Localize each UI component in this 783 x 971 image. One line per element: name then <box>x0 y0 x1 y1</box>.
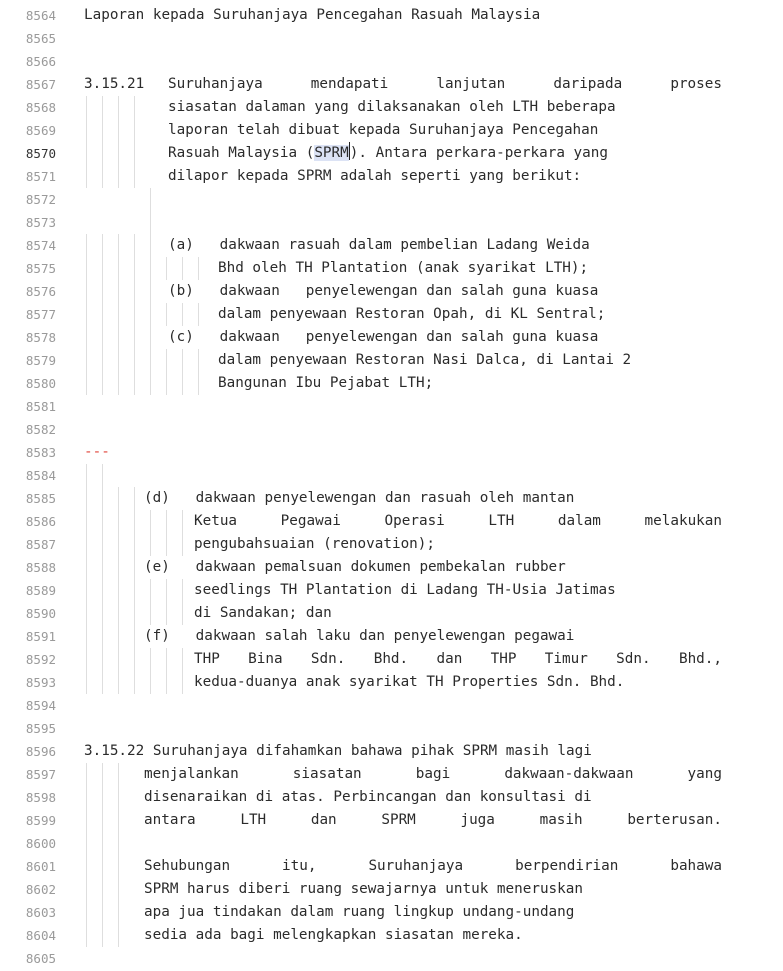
indent-guide <box>102 303 103 326</box>
indent-guide <box>118 96 119 119</box>
indent-guide <box>102 96 103 119</box>
line-number: 8593 <box>25 675 56 690</box>
line-number: 8603 <box>25 905 56 920</box>
indent-guide <box>86 625 87 648</box>
line-text: disenaraikan di atas. Perbincangan dan konsultasi di <box>144 789 592 805</box>
line-text: pengubahsuaian (renovation); <box>194 536 436 552</box>
line-text-before: Rasuah Malaysia ( <box>168 145 315 161</box>
indent-guide <box>86 280 87 303</box>
line-number: 8602 <box>25 882 56 897</box>
indent-guide <box>150 533 151 556</box>
editor-line[interactable] <box>0 441 783 464</box>
line-number: 8571 <box>25 169 56 184</box>
indent-guide <box>166 648 167 671</box>
editor-line[interactable] <box>0 717 783 740</box>
line-text: (b) dakwaan penyelewengan dan salah guna kuasa <box>168 283 599 299</box>
line-text: Ketua Pegawai Operasi LTH dalam melakukan <box>194 513 722 529</box>
indent-guide <box>118 533 119 556</box>
line-text: (c) dakwaan penyelewengan dan salah guna kuasa <box>168 329 599 345</box>
line-number: 8590 <box>25 606 56 621</box>
indent-guide <box>86 671 87 694</box>
indent-guide <box>182 671 183 694</box>
line-text: sedia ada bagi melengkapkan siasatan mereka. <box>144 927 523 943</box>
line-text: di Sandakan; dan <box>194 605 332 621</box>
indent-guide <box>86 533 87 556</box>
line-number: 8597 <box>25 767 56 782</box>
indent-guide <box>134 119 135 142</box>
line-number: 8595 <box>25 721 56 736</box>
indent-guide <box>102 165 103 188</box>
line-number: 8591 <box>25 629 56 644</box>
indent-guide <box>166 510 167 533</box>
indent-guide <box>134 142 135 165</box>
indent-guide <box>182 579 183 602</box>
line-number: 8605 <box>25 951 56 966</box>
editor-line[interactable] <box>0 901 783 924</box>
indent-guide <box>134 648 135 671</box>
indent-guide <box>86 579 87 602</box>
indent-guide <box>86 326 87 349</box>
editor-line[interactable] <box>0 579 783 602</box>
indent-guide <box>86 786 87 809</box>
editor-line[interactable] <box>0 625 783 648</box>
indent-guide <box>118 165 119 188</box>
indent-guide <box>102 901 103 924</box>
line-number: 8583 <box>25 445 56 460</box>
line-number: 8572 <box>25 192 56 207</box>
indent-guide <box>86 372 87 395</box>
indent-guide <box>102 832 103 855</box>
indent-guide <box>166 671 167 694</box>
indent-guide <box>118 326 119 349</box>
indent-guide <box>102 234 103 257</box>
indent-guide <box>102 556 103 579</box>
editor-line[interactable] <box>0 602 783 625</box>
line-text: Bhd oleh TH Plantation (anak syarikat LTH); <box>218 260 589 276</box>
editor-line[interactable] <box>0 142 783 165</box>
line-number: 8581 <box>25 399 56 414</box>
indent-guide <box>134 303 135 326</box>
indent-guide <box>86 832 87 855</box>
indent-guide <box>118 786 119 809</box>
indent-guide <box>86 349 87 372</box>
line-number: 8574 <box>25 238 56 253</box>
line-text <box>168 142 608 165</box>
indent-guide <box>102 487 103 510</box>
indent-guide <box>102 809 103 832</box>
indent-guide <box>86 257 87 280</box>
indent-guide <box>102 142 103 165</box>
separator-marker: --- <box>84 444 110 460</box>
indent-guide <box>198 372 199 395</box>
line-number: 8566 <box>25 54 56 69</box>
indent-guide <box>182 257 183 280</box>
indent-guide <box>118 579 119 602</box>
editor-line[interactable] <box>0 832 783 855</box>
indent-guide <box>118 372 119 395</box>
indent-guide <box>134 625 135 648</box>
indent-guide <box>150 349 151 372</box>
editor-line[interactable] <box>0 694 783 717</box>
editor-line[interactable] <box>0 418 783 441</box>
line-number: 8564 <box>25 8 56 23</box>
editor-line[interactable] <box>0 27 783 50</box>
indent-guide <box>86 809 87 832</box>
indent-guide <box>118 142 119 165</box>
indent-guide <box>102 625 103 648</box>
indent-guide <box>86 464 87 487</box>
indent-guide <box>166 349 167 372</box>
editor-line[interactable] <box>0 809 783 832</box>
indent-guide <box>198 257 199 280</box>
indent-guide <box>150 579 151 602</box>
indent-guide <box>166 602 167 625</box>
line-text: apa jua tindakan dalam ruang lingkup undang-undang <box>144 904 575 920</box>
editor-line[interactable] <box>0 533 783 556</box>
indent-guide <box>86 510 87 533</box>
indent-guide <box>118 648 119 671</box>
indent-guide <box>86 648 87 671</box>
indent-guide <box>182 510 183 533</box>
line-number: 8584 <box>25 468 56 483</box>
indent-guide <box>182 648 183 671</box>
indent-guide <box>118 280 119 303</box>
indent-guide <box>86 602 87 625</box>
indent-guide <box>198 303 199 326</box>
indent-guide <box>166 372 167 395</box>
indent-guide <box>86 763 87 786</box>
line-text: dalam penyewaan Restoran Nasi Dalca, di Lantai 2 <box>218 352 632 368</box>
line-text: (f) dakwaan salah laku dan penyelewengan pegawai <box>144 628 575 644</box>
indent-guide <box>102 257 103 280</box>
editor-line[interactable] <box>0 326 783 349</box>
line-text: Laporan kepada Suruhanjaya Pencegahan Rasuah Malaysia <box>84 7 541 23</box>
editor-line[interactable] <box>0 648 783 671</box>
line-number: 8594 <box>25 698 56 713</box>
indent-guide <box>86 924 87 947</box>
indent-guide <box>118 625 119 648</box>
line-text: antara LTH dan SPRM juga masih berterusan. <box>144 812 722 828</box>
indent-guide <box>86 165 87 188</box>
line-number: 8604 <box>25 928 56 943</box>
indent-guide <box>150 257 151 280</box>
editor-line[interactable] <box>0 188 783 211</box>
indent-guide <box>102 602 103 625</box>
editor-line[interactable] <box>0 924 783 947</box>
indent-guide <box>118 556 119 579</box>
line-text: Bangunan Ibu Pejabat LTH; <box>218 375 434 391</box>
indent-guide <box>86 96 87 119</box>
editor-line[interactable] <box>0 73 783 96</box>
indent-guide <box>134 579 135 602</box>
line-text: (a) dakwaan rasuah dalam pembelian Ladang Weida <box>168 237 590 253</box>
line-number: 8587 <box>25 537 56 552</box>
line-number: 8575 <box>25 261 56 276</box>
editor-line[interactable] <box>0 96 783 119</box>
indent-guide <box>134 280 135 303</box>
indent-guide <box>118 878 119 901</box>
indent-guide <box>150 602 151 625</box>
indent-guide <box>86 878 87 901</box>
indent-guide <box>166 533 167 556</box>
indent-guide <box>166 303 167 326</box>
indent-guide <box>118 349 119 372</box>
indent-guide <box>118 671 119 694</box>
line-number: 8569 <box>25 123 56 138</box>
indent-guide <box>134 671 135 694</box>
indent-guide <box>150 671 151 694</box>
indent-guide <box>86 119 87 142</box>
line-number: 8585 <box>25 491 56 506</box>
line-text: siasatan dalaman yang dilaksanakan oleh LTH beberapa <box>168 99 616 115</box>
editor-line[interactable] <box>0 671 783 694</box>
indent-guide <box>150 510 151 533</box>
indent-guide <box>102 372 103 395</box>
line-text: dilapor kepada SPRM adalah seperti yang berikut: <box>168 168 582 184</box>
indent-guide <box>150 372 151 395</box>
line-number: 8565 <box>25 31 56 46</box>
indent-guide <box>86 901 87 924</box>
indent-guide <box>134 257 135 280</box>
indent-guide <box>86 487 87 510</box>
line-number: 8599 <box>25 813 56 828</box>
line-number: 8588 <box>25 560 56 575</box>
editor-line[interactable] <box>0 165 783 188</box>
editor-line[interactable] <box>0 855 783 878</box>
indent-guide <box>134 234 135 257</box>
line-number: 8573 <box>25 215 56 230</box>
editor-line[interactable] <box>0 947 783 970</box>
indent-guide <box>118 257 119 280</box>
indent-guide <box>182 372 183 395</box>
indent-guide <box>134 326 135 349</box>
indent-guide <box>150 234 151 257</box>
line-text-after: ). Antara perkara-perkara yang <box>349 145 608 161</box>
indent-guide <box>118 924 119 947</box>
indent-guide <box>150 648 151 671</box>
line-number: 8592 <box>25 652 56 667</box>
editor-line[interactable] <box>0 234 783 257</box>
indent-guide <box>102 280 103 303</box>
indent-guide <box>134 372 135 395</box>
indent-guide <box>102 878 103 901</box>
indent-guide <box>118 487 119 510</box>
indent-guide <box>102 533 103 556</box>
indent-guide <box>102 786 103 809</box>
indent-guide <box>134 556 135 579</box>
editor-line[interactable] <box>0 50 783 73</box>
indent-guide <box>134 602 135 625</box>
line-number: 8578 <box>25 330 56 345</box>
indent-guide <box>102 510 103 533</box>
line-number: 8568 <box>25 100 56 115</box>
indent-guide <box>118 855 119 878</box>
line-number: 8582 <box>25 422 56 437</box>
indent-guide <box>150 280 151 303</box>
indent-guide <box>198 349 199 372</box>
section-number: 3.15.21 <box>84 76 145 92</box>
line-text: menjalankan siasatan bagi dakwaan-dakwaan yang <box>144 766 722 782</box>
indent-guide <box>134 165 135 188</box>
indent-guide <box>86 303 87 326</box>
line-text: dalam penyewaan Restoran Opah, di KL Sentral; <box>218 306 606 322</box>
line-text: Sehubungan itu, Suruhanjaya berpendirian bahawa <box>144 858 722 874</box>
line-text: laporan telah dibuat kepada Suruhanjaya Pencegahan <box>168 122 599 138</box>
indent-guide <box>118 901 119 924</box>
indent-guide <box>150 303 151 326</box>
line-number: 8601 <box>25 859 56 874</box>
indent-guide <box>134 349 135 372</box>
editor-line[interactable] <box>0 257 783 280</box>
line-number: 8600 <box>25 836 56 851</box>
indent-guide <box>102 119 103 142</box>
editor-line[interactable] <box>0 510 783 533</box>
editor-line[interactable] <box>0 280 783 303</box>
indent-guide <box>182 602 183 625</box>
line-number: 8570 <box>25 146 56 161</box>
line-number: 8598 <box>25 790 56 805</box>
line-text: kedua-duanya anak syarikat TH Properties Sdn. Bhd. <box>194 674 625 690</box>
editor-line[interactable] <box>0 763 783 786</box>
indent-guide <box>86 855 87 878</box>
line-number: 8567 <box>25 77 56 92</box>
line-text: Suruhanjaya mendapati lanjutan daripada proses <box>168 76 722 92</box>
indent-guide <box>102 763 103 786</box>
editor-line[interactable] <box>0 303 783 326</box>
indent-guide <box>150 188 151 211</box>
indent-guide <box>118 809 119 832</box>
indent-guide <box>182 349 183 372</box>
indent-guide <box>166 257 167 280</box>
line-text: seedlings TH Plantation di Ladang TH-Usia Jatimas <box>194 582 616 598</box>
indent-guide <box>134 533 135 556</box>
line-number: 8580 <box>25 376 56 391</box>
editor-line[interactable] <box>0 786 783 809</box>
indent-guide <box>134 487 135 510</box>
indent-guide <box>134 510 135 533</box>
indent-guide <box>102 924 103 947</box>
editor-line[interactable] <box>0 4 783 27</box>
indent-guide <box>118 832 119 855</box>
indent-guide <box>118 234 119 257</box>
indent-guide <box>118 763 119 786</box>
indent-guide <box>134 96 135 119</box>
selected-text[interactable]: SPRM <box>314 145 349 161</box>
indent-guide <box>86 556 87 579</box>
indent-guide <box>102 579 103 602</box>
line-text: THP Bina Sdn. Bhd. dan THP Timur Sdn. Bhd., <box>194 651 722 667</box>
indent-guide <box>102 671 103 694</box>
indent-guide <box>102 326 103 349</box>
indent-guide <box>182 533 183 556</box>
line-number: 8586 <box>25 514 56 529</box>
line-text: (d) dakwaan penyelewengan dan rasuah oleh mantan <box>144 490 575 506</box>
indent-guide <box>118 119 119 142</box>
indent-guide <box>150 326 151 349</box>
line-text: 3.15.22 Suruhanjaya difahamkan bahawa pihak SPRM masih lagi <box>84 743 592 759</box>
line-number: 8596 <box>25 744 56 759</box>
indent-guide <box>166 579 167 602</box>
editor-line[interactable] <box>0 349 783 372</box>
editor-line[interactable] <box>0 372 783 395</box>
line-text: (e) dakwaan pemalsuan dokumen pembekalan rubber <box>144 559 566 575</box>
editor-line[interactable] <box>0 119 783 142</box>
editor-line[interactable] <box>0 211 783 234</box>
line-number: 8579 <box>25 353 56 368</box>
indent-guide <box>102 855 103 878</box>
line-text: SPRM harus diberi ruang sewajarnya untuk meneruskan <box>144 881 583 897</box>
indent-guide <box>150 211 151 234</box>
indent-guide <box>86 142 87 165</box>
editor-line[interactable] <box>0 878 783 901</box>
indent-guide <box>182 303 183 326</box>
line-number: 8576 <box>25 284 56 299</box>
indent-guide <box>118 602 119 625</box>
editor-line[interactable] <box>0 556 783 579</box>
indent-guide <box>86 234 87 257</box>
editor-line[interactable] <box>0 395 783 418</box>
indent-guide <box>102 648 103 671</box>
line-number: 8589 <box>25 583 56 598</box>
indent-guide <box>102 464 103 487</box>
editor-line[interactable] <box>0 740 783 763</box>
indent-guide <box>102 349 103 372</box>
indent-guide <box>118 510 119 533</box>
line-number: 8577 <box>25 307 56 322</box>
editor-line[interactable] <box>0 487 783 510</box>
indent-guide <box>118 303 119 326</box>
editor-line[interactable] <box>0 464 783 487</box>
